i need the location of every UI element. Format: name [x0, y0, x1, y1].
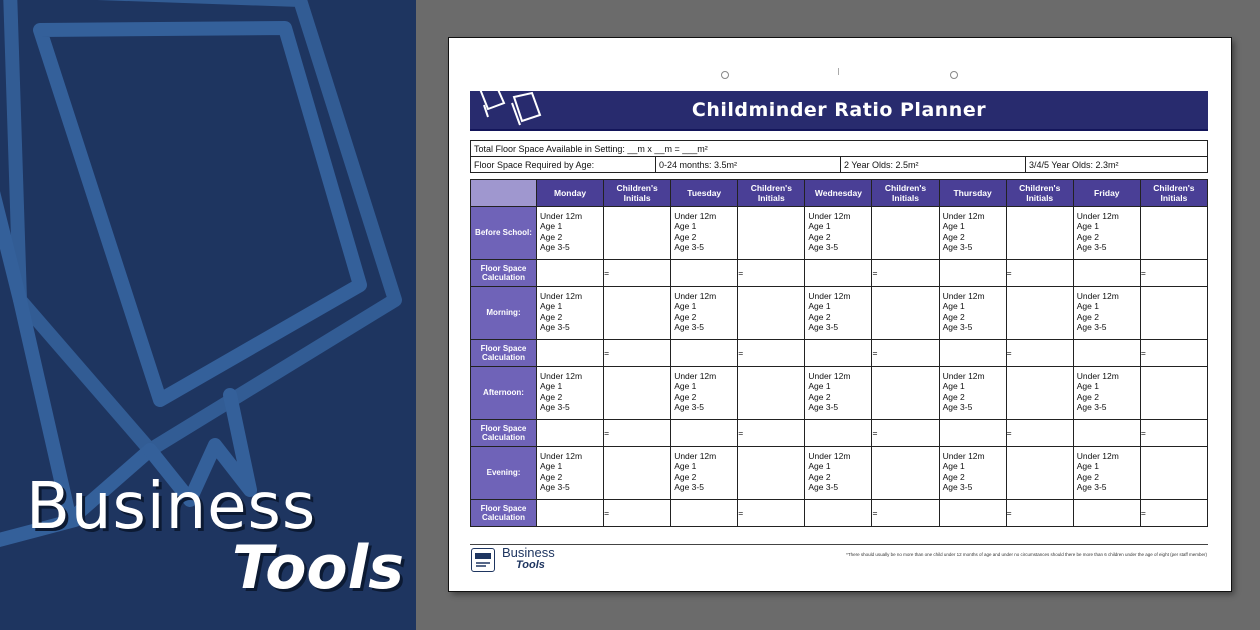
column-header-day: Monday: [537, 180, 604, 207]
age-line: Age 3-5: [540, 242, 570, 253]
age-line: Age 2: [674, 231, 697, 242]
calculation-input-cell[interactable]: [537, 500, 604, 527]
calculation-input-cell[interactable]: [939, 420, 1006, 447]
age-line: Under 12m: [808, 291, 851, 301]
row-header-calculation: Floor Space Calculation: [471, 420, 537, 447]
age-line: Age 3-5: [808, 402, 839, 413]
calculation-result-cell[interactable]: =: [604, 500, 671, 527]
footer-brand-line2: Tools: [516, 559, 545, 571]
column-header-day: Tuesday: [671, 180, 738, 207]
footer-divider: [470, 544, 1208, 545]
calculation-input-cell[interactable]: [671, 420, 738, 447]
required-label: Floor Space Required by Age:: [471, 157, 656, 173]
age-line: Age 2: [808, 471, 831, 482]
age-line: Age 1: [1076, 221, 1099, 232]
calculation-result-cell[interactable]: =: [1006, 340, 1073, 367]
left-panel: [0, 0, 416, 630]
age-line: Age 3-5: [674, 242, 704, 253]
age-line: Under 12m: [674, 291, 717, 301]
age-breakdown-cell[interactable]: [805, 287, 872, 340]
table-row-period: [471, 207, 1208, 260]
age-line: Age 3-5: [540, 482, 570, 493]
age-breakdown-cell[interactable]: [1073, 367, 1140, 420]
age-line: Under 12m: [808, 451, 851, 461]
calculation-result-cell[interactable]: =: [604, 340, 671, 367]
age-line: Age 1: [540, 381, 563, 392]
children-initials-cell[interactable]: [604, 287, 671, 340]
calculation-result-cell[interactable]: =: [872, 500, 939, 527]
age-line: Age 2: [1076, 471, 1099, 482]
brand-line1: Business: [26, 470, 317, 544]
column-header-initials: Children's Initials: [738, 180, 805, 207]
calculation-input-cell[interactable]: [1073, 420, 1140, 447]
footer-brand-line1: Business: [502, 545, 555, 560]
punch-hole-icon: [950, 71, 958, 79]
children-initials-cell[interactable]: [1006, 207, 1073, 260]
children-initials-cell[interactable]: [872, 207, 939, 260]
table-row-calculation: [471, 500, 1208, 527]
age-breakdown-cell[interactable]: [805, 447, 872, 500]
age-line: Age 1: [674, 381, 697, 392]
calculation-result-cell[interactable]: =: [1140, 500, 1207, 527]
age-line: Age 3-5: [674, 482, 704, 493]
calculation-input-cell[interactable]: [805, 500, 872, 527]
age-line: Age 1: [808, 461, 831, 472]
page-title: Childminder Ratio Planner: [691, 99, 987, 121]
age-line: Under 12m: [808, 211, 851, 221]
age-line: Age 1: [540, 301, 563, 312]
row-header-period: Before School:: [471, 207, 537, 260]
calculation-input-cell[interactable]: [537, 420, 604, 447]
calculation-result-cell[interactable]: =: [738, 260, 805, 287]
calculation-result-cell[interactable]: =: [1006, 420, 1073, 447]
calculation-result-cell[interactable]: =: [872, 340, 939, 367]
calculation-input-cell[interactable]: [537, 340, 604, 367]
calculation-result-cell[interactable]: =: [604, 260, 671, 287]
age-line: Age 3-5: [808, 482, 839, 493]
footnote: *There should usually be no more than one child under 12 months of age and under no circumstances should there be more than 6 children under the age of eight (per staff member): [846, 552, 1207, 557]
age-line: Under 12m: [540, 451, 583, 461]
calculation-input-cell[interactable]: [1073, 340, 1140, 367]
age-line: Age 1: [808, 301, 831, 312]
footer-logo-icon: [471, 548, 495, 572]
calculation-result-cell[interactable]: =: [872, 420, 939, 447]
age-line: Under 12m: [674, 451, 717, 461]
calculation-input-cell[interactable]: [671, 500, 738, 527]
table-row-calculation: [471, 420, 1208, 447]
age-line: Age 3-5: [1076, 482, 1107, 493]
calculation-input-cell[interactable]: [1073, 500, 1140, 527]
age-breakdown-cell[interactable]: [671, 287, 738, 340]
age-line: Age 2: [540, 391, 563, 402]
age-line: Age 1: [808, 221, 831, 232]
age-line: Under 12m: [942, 451, 985, 461]
row-header-calculation: Floor Space Calculation: [471, 340, 537, 367]
column-header-initials: Children's Initials: [604, 180, 671, 207]
footer-brand: [502, 546, 555, 572]
age-line: Age 3-5: [942, 322, 973, 333]
children-initials-cell[interactable]: [1140, 207, 1207, 260]
column-header-day: Friday: [1073, 180, 1140, 207]
age-line: Age 2: [808, 391, 831, 402]
age-line: Age 2: [540, 231, 563, 242]
row-header-calculation: Floor Space Calculation: [471, 500, 537, 527]
age-line: Age 1: [674, 221, 697, 232]
table-row-calculation: [471, 260, 1208, 287]
calculation-input-cell[interactable]: [939, 340, 1006, 367]
age-line: Age 1: [674, 461, 697, 472]
children-initials-cell[interactable]: [738, 447, 805, 500]
age-breakdown-cell[interactable]: [939, 367, 1006, 420]
children-initials-cell[interactable]: [1140, 447, 1207, 500]
age-line: Age 2: [674, 391, 697, 402]
children-initials-cell[interactable]: [604, 447, 671, 500]
age-line: Age 1: [1076, 301, 1099, 312]
age-line: Age 2: [674, 471, 697, 482]
brand-logo: [26, 470, 404, 603]
age-breakdown-cell[interactable]: [671, 447, 738, 500]
calculation-result-cell[interactable]: =: [872, 260, 939, 287]
age-line: Under 12m: [1076, 451, 1119, 461]
children-initials-cell[interactable]: [872, 287, 939, 340]
age-line: Under 12m: [1076, 291, 1119, 301]
floor-space-info: [470, 140, 1208, 173]
calculation-input-cell[interactable]: [939, 500, 1006, 527]
title-banner: [470, 91, 1208, 131]
required-3-4-5-year-olds: 3/4/5 Year Olds: 2.3m²: [1026, 157, 1208, 173]
column-header-day: Wednesday: [805, 180, 872, 207]
calculation-input-cell[interactable]: [1073, 260, 1140, 287]
calculation-result-cell[interactable]: =: [1006, 260, 1073, 287]
age-line: Age 2: [808, 231, 831, 242]
calculation-input-cell[interactable]: [671, 260, 738, 287]
age-breakdown-cell[interactable]: [1073, 447, 1140, 500]
age-breakdown-cell[interactable]: [805, 207, 872, 260]
age-line: Age 1: [674, 301, 697, 312]
column-header-initials: Children's Initials: [1006, 180, 1073, 207]
age-line: Age 1: [942, 221, 965, 232]
calculation-input-cell[interactable]: [805, 420, 872, 447]
table-row-calculation: [471, 340, 1208, 367]
calculation-input-cell[interactable]: [805, 260, 872, 287]
age-line: Under 12m: [942, 211, 985, 221]
age-line: Age 2: [942, 311, 965, 322]
age-line: Age 2: [1076, 231, 1099, 242]
age-line: Age 1: [808, 381, 831, 392]
age-line: Age 3-5: [808, 242, 839, 253]
children-initials-cell[interactable]: [1006, 287, 1073, 340]
floor-space-available: Total Floor Space Available in Setting: __m x __m = ___m²: [471, 141, 1208, 157]
children-initials-cell[interactable]: [872, 447, 939, 500]
age-line: Under 12m: [1076, 211, 1119, 221]
age-breakdown-cell[interactable]: [671, 207, 738, 260]
age-line: Age 2: [942, 471, 965, 482]
children-initials-cell[interactable]: [1140, 367, 1207, 420]
children-initials-cell[interactable]: [738, 287, 805, 340]
age-breakdown-cell[interactable]: [939, 287, 1006, 340]
table-corner-cell: [471, 180, 537, 207]
age-line: Age 2: [540, 471, 563, 482]
children-initials-cell[interactable]: [872, 367, 939, 420]
age-line: Age 3-5: [808, 322, 839, 333]
punch-hole-icon: [721, 71, 729, 79]
required-2-year-olds: 2 Year Olds: 2.5m²: [841, 157, 1026, 173]
age-line: Age 2: [1076, 391, 1099, 402]
children-initials-cell[interactable]: [1006, 447, 1073, 500]
age-breakdown-cell[interactable]: [537, 207, 604, 260]
age-line: Age 2: [540, 311, 563, 322]
age-line: Under 12m: [1076, 371, 1119, 381]
age-line: Age 3-5: [1076, 322, 1107, 333]
age-breakdown-cell[interactable]: [1073, 207, 1140, 260]
row-header-calculation: Floor Space Calculation: [471, 260, 537, 287]
column-header-day: Thursday: [939, 180, 1006, 207]
age-line: Age 2: [674, 311, 697, 322]
calculation-result-cell[interactable]: =: [1140, 260, 1207, 287]
age-line: Under 12m: [540, 291, 583, 301]
age-line: Age 2: [942, 231, 965, 242]
table-row-period: [471, 287, 1208, 340]
calculation-input-cell[interactable]: [939, 260, 1006, 287]
age-line: Age 3-5: [674, 322, 704, 333]
row-header-period: Evening:: [471, 447, 537, 500]
table-row-period: [471, 367, 1208, 420]
age-breakdown-cell[interactable]: [939, 207, 1006, 260]
age-line: Age 3-5: [942, 402, 973, 413]
age-line: Age 3-5: [1076, 242, 1107, 253]
children-initials-cell[interactable]: [1140, 287, 1207, 340]
age-breakdown-cell[interactable]: [537, 447, 604, 500]
age-breakdown-cell[interactable]: [939, 447, 1006, 500]
fold-mark: [838, 68, 839, 75]
ratio-planner-table: [470, 179, 1208, 527]
age-line: Age 2: [808, 311, 831, 322]
age-line: Age 1: [942, 461, 965, 472]
age-line: Age 1: [942, 301, 965, 312]
column-header-initials: Children's Initials: [1140, 180, 1207, 207]
age-line: Age 2: [942, 391, 965, 402]
calculation-result-cell[interactable]: =: [738, 340, 805, 367]
age-line: Age 3-5: [942, 482, 973, 493]
children-initials-cell[interactable]: [1006, 367, 1073, 420]
document-page: [449, 38, 1231, 591]
age-line: Under 12m: [540, 211, 583, 221]
children-initials-cell[interactable]: [738, 207, 805, 260]
age-line: Under 12m: [540, 371, 583, 381]
age-line: Age 1: [1076, 461, 1099, 472]
age-line: Age 3-5: [540, 322, 570, 333]
age-breakdown-cell[interactable]: [1073, 287, 1140, 340]
age-line: Under 12m: [674, 211, 717, 221]
age-line: Age 3-5: [942, 242, 973, 253]
required-0-24-months: 0-24 months: 3.5m²: [656, 157, 841, 173]
calculation-result-cell[interactable]: =: [738, 500, 805, 527]
age-line: Under 12m: [808, 371, 851, 381]
brand-line2: Tools: [232, 533, 404, 603]
children-initials-cell[interactable]: [604, 367, 671, 420]
row-header-period: Afternoon:: [471, 367, 537, 420]
age-line: Age 3-5: [540, 402, 570, 413]
age-line: Under 12m: [942, 291, 985, 301]
age-line: Under 12m: [942, 371, 985, 381]
age-line: Age 3-5: [674, 402, 704, 413]
calculation-result-cell[interactable]: =: [738, 420, 805, 447]
age-line: Age 2: [1076, 311, 1099, 322]
age-line: Age 3-5: [1076, 402, 1107, 413]
age-line: Under 12m: [674, 371, 717, 381]
calculation-result-cell[interactable]: =: [1140, 340, 1207, 367]
calculation-input-cell[interactable]: [805, 340, 872, 367]
age-breakdown-cell[interactable]: [537, 287, 604, 340]
age-line: Age 1: [1076, 381, 1099, 392]
table-row-period: [471, 447, 1208, 500]
age-breakdown-cell[interactable]: [805, 367, 872, 420]
age-line: Age 1: [540, 461, 563, 472]
calculation-input-cell[interactable]: [671, 340, 738, 367]
age-breakdown-cell[interactable]: [671, 367, 738, 420]
calculation-result-cell[interactable]: =: [604, 420, 671, 447]
children-initials-cell[interactable]: [738, 367, 805, 420]
age-line: Age 1: [540, 221, 563, 232]
row-header-period: Morning:: [471, 287, 537, 340]
calculation-result-cell[interactable]: =: [1006, 500, 1073, 527]
calculation-input-cell[interactable]: [537, 260, 604, 287]
age-line: Age 1: [942, 381, 965, 392]
age-breakdown-cell[interactable]: [537, 367, 604, 420]
calculation-result-cell[interactable]: =: [1140, 420, 1207, 447]
table-header-row: [471, 180, 1208, 207]
children-initials-cell[interactable]: [604, 207, 671, 260]
column-header-initials: Children's Initials: [872, 180, 939, 207]
